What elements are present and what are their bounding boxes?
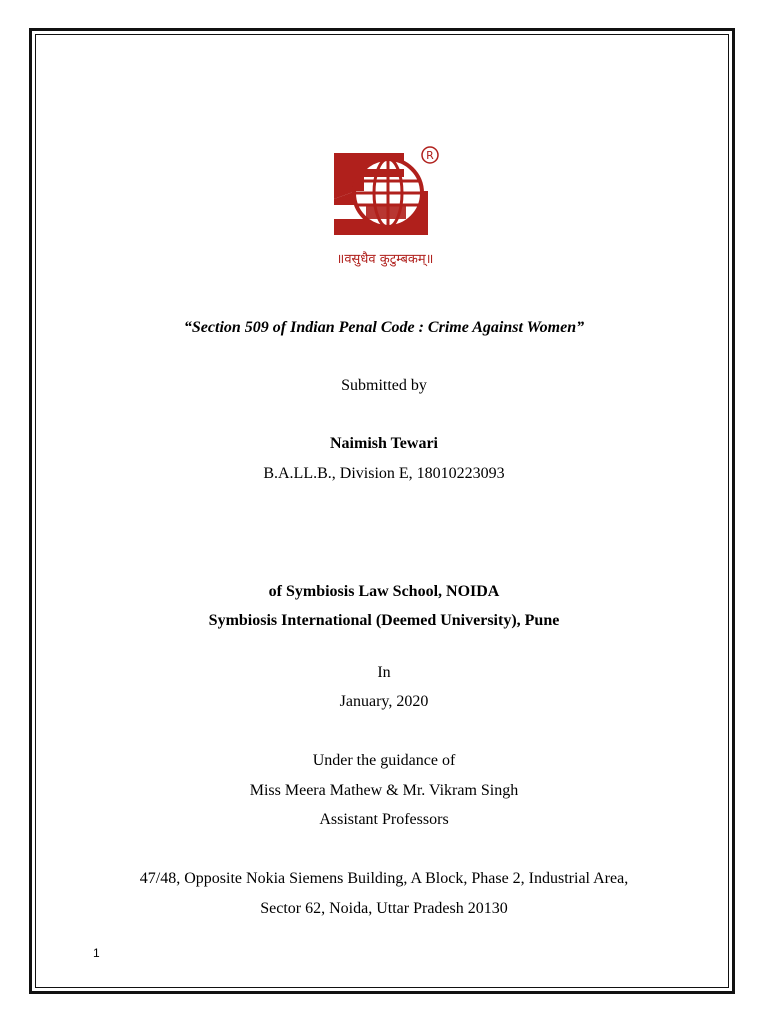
document-title: “Section 509 of Indian Penal Code : Crime Against Women” [183,319,585,336]
page-number: 1 [93,946,100,960]
submission-date: January, 2020 [339,693,429,710]
submitted-by-label: Submitted by [341,377,427,394]
guide-names: Miss Meera Mathew & Mr. Vikram Singh [249,782,519,799]
guidance-label: Under the guidance of [312,752,456,769]
guide-role: Assistant Professors [319,811,449,828]
registered-mark: R [426,149,434,162]
address-line-1: 47/48, Opposite Nokia Siemens Building, A Block, Phase 2, Industrial Area, [139,870,629,887]
in-label: In [377,664,391,681]
logo-motto: ॥वसुधैव कुटुम्बकम्॥ [336,252,434,267]
symbiosis-logo-icon [326,143,446,253]
author-details: B.A.LL.B., Division E, 18010223093 [263,465,505,482]
school-name: of Symbiosis Law School, NOIDA [268,583,500,600]
university-name: Symbiosis International (Deemed University), Pune [208,612,560,629]
author-name: Naimish Tewari [329,435,438,452]
address-line-2: Sector 62, Noida, Uttar Pradesh 20130 [260,900,508,917]
